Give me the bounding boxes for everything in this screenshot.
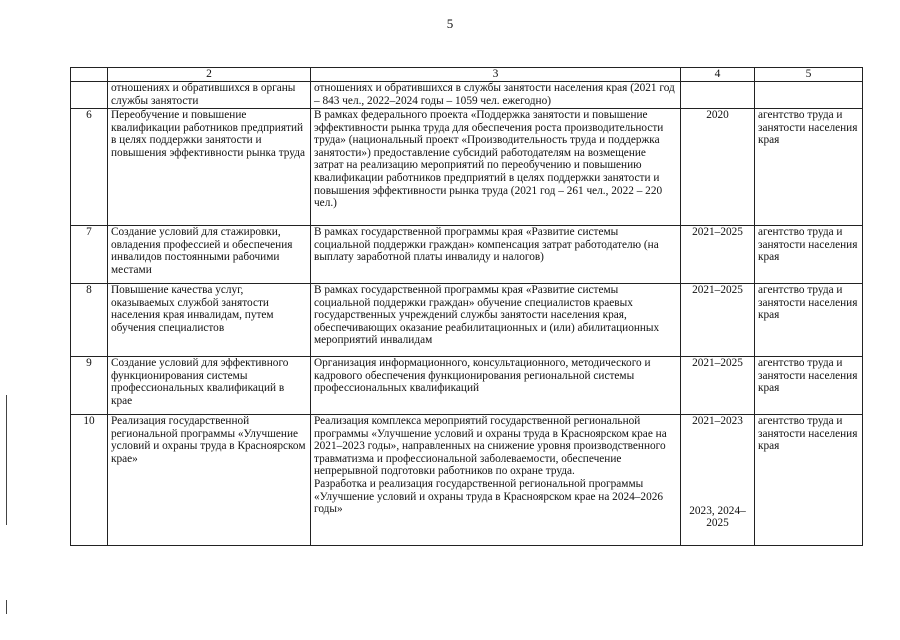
years-cell bbox=[681, 82, 755, 109]
header-col-3: 3 bbox=[311, 68, 681, 82]
table-row bbox=[71, 284, 863, 357]
scan-artifact-left-dot bbox=[6, 600, 7, 614]
table-row bbox=[71, 415, 863, 546]
description-text: В рамках государственной программы края «Развитие системы социальной поддержки граждан» обучение специалистов краевых государственных учреждений службы занятости населения края, обеспечивающих оказание реабилитационных и (или) абилитационных мероприятий инвалидам bbox=[314, 284, 660, 347]
header-col-1 bbox=[71, 68, 108, 82]
years-cell: 2021–2025 bbox=[681, 357, 755, 415]
description-text: В рамках федерального проекта «Поддержка занятости и повышение эффективности рынка труда для обеспечения роста производительности труда» (национальный проект «Производительность труда и поддержка занятости») предоставление субсидий работодателям на возмещение затрат на реализацию мероприятий по переобучению и повышению квалификации работников предприятий в целях поддержки занятости и повышения эффективности рынка труда (2021 год – 261 чел., 2022 – 220 чел.) bbox=[314, 109, 664, 210]
measure-cell: Переобучение и повышение квалификации работников предприятий в целях поддержки занятости и повышения эффективности рынка труда bbox=[108, 109, 311, 226]
header-col-5: 5 bbox=[755, 68, 863, 82]
description-cell bbox=[311, 109, 681, 226]
table-row bbox=[71, 357, 863, 415]
measure-cell: Создание условий для эффективного функционирования системы профессиональных квалификаций в крае bbox=[108, 357, 311, 415]
description-text: Реализация комплекса мероприятий государственной региональной программы «Улучшение условий и охраны труда в Красноярском крае на 2021–2023 годы», направленных на снижение уровня производственного травматизма и профессиональной заболеваемости, обеспечение непрерывной подготовки работников по охране труда. bbox=[314, 415, 667, 478]
description-cell bbox=[311, 284, 681, 357]
years-text: 2023, 2024–2025 bbox=[689, 504, 746, 530]
description-text: В рамках государственной программы края «Развитие системы социальной поддержки граждан» компенсация затрат работодателю (на выплату заработной платы инвалиду и налогов) bbox=[314, 226, 659, 264]
description-text: Разработка и реализация государственной региональной программы «Улучшение условий и охраны труда в Красноярском крае на 2024–2026 годы» bbox=[314, 477, 664, 516]
header-col-4: 4 bbox=[681, 68, 755, 82]
row-number: 8 bbox=[71, 284, 108, 357]
description-cell bbox=[311, 357, 681, 415]
row-number: 9 bbox=[71, 357, 108, 415]
measure-cell: Реализация государственной региональной программы «Улучшение условий и охраны труда в Красноярском крае» bbox=[108, 415, 311, 546]
measure-cell: отношениях и обратившихся в органы службы занятости bbox=[108, 82, 311, 109]
description-text: отношениях и обратившихся в службы занятости населения края (2021 год – 843 чел., 2022–2024 годы – 1059 чел. ежегодно) bbox=[314, 82, 675, 107]
row-number: 6 bbox=[71, 109, 108, 226]
years-cell: 2020 bbox=[681, 109, 755, 226]
table-row bbox=[71, 109, 863, 226]
years-cell bbox=[681, 415, 755, 546]
measure-cell: Создание условий для стажировки, овладения профессией и обеспечения инвалидов постоянными рабочими местами bbox=[108, 226, 311, 284]
years-cell: 2021–2025 bbox=[681, 284, 755, 357]
executor-cell: агентство труда и занятости населения края bbox=[755, 109, 863, 226]
description-cell bbox=[311, 226, 681, 284]
executor-cell: агентство труда и занятости населения края bbox=[755, 357, 863, 415]
scan-artifact-left-line bbox=[6, 395, 7, 525]
description-cell bbox=[311, 82, 681, 109]
years-text: 2021–2023 bbox=[692, 415, 743, 427]
measures-table bbox=[70, 67, 863, 546]
header-col-2: 2 bbox=[108, 68, 311, 82]
table-row bbox=[71, 226, 863, 284]
table-row bbox=[71, 82, 863, 109]
executor-cell: агентство труда и занятости населения края bbox=[755, 284, 863, 357]
executor-cell bbox=[755, 82, 863, 109]
row-number bbox=[71, 82, 108, 109]
table-header-row bbox=[71, 68, 863, 82]
description-cell bbox=[311, 415, 681, 546]
executor-cell: агентство труда и занятости населения края bbox=[755, 415, 863, 546]
row-number: 10 bbox=[71, 415, 108, 546]
description-text: Организация информационного, консультационного, методического и кадрового обеспечения функционирования региональной системы профессиональных квалификаций bbox=[314, 357, 651, 395]
measure-cell: Повышение качества услуг, оказываемых службой занятости населения края инвалидам, путем обучения специалистов bbox=[108, 284, 311, 357]
executor-cell: агентство труда и занятости населения края bbox=[755, 226, 863, 284]
row-number: 7 bbox=[71, 226, 108, 284]
years-cell: 2021–2025 bbox=[681, 226, 755, 284]
page-number: 5 bbox=[446, 16, 454, 31]
years-spacer bbox=[684, 428, 751, 505]
